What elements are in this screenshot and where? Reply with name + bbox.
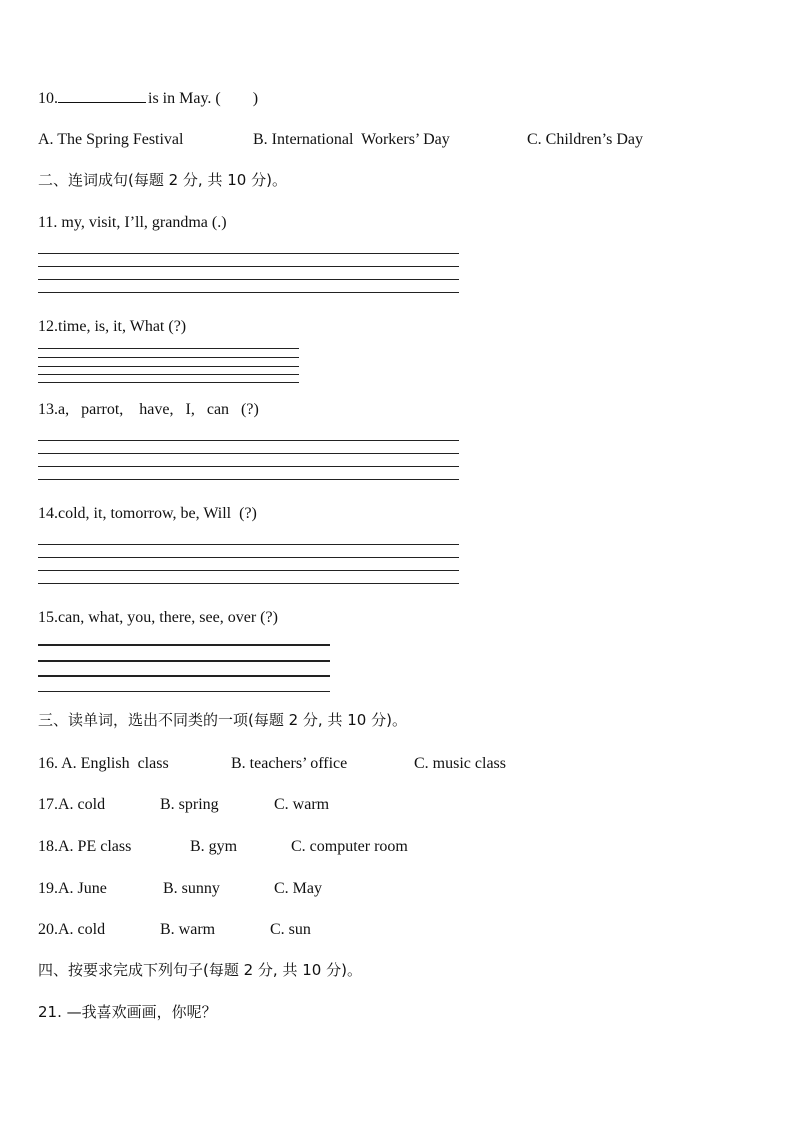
question-20-option-a: 20.A. cold: [38, 921, 106, 938]
question-16-option-b: B. teachers’ office: [231, 755, 348, 772]
writing-line[interactable]: [38, 366, 299, 367]
question-16-option-c: C. music class: [414, 755, 506, 772]
option-a: A. The Spring Festival: [38, 131, 184, 148]
writing-line[interactable]: [38, 374, 299, 375]
question-17-option-c: C. warm: [274, 796, 330, 813]
writing-line[interactable]: [38, 292, 459, 293]
question-19-option-b: B. sunny: [163, 880, 220, 897]
writing-line[interactable]: [38, 348, 299, 349]
writing-line[interactable]: [38, 382, 299, 383]
writing-line[interactable]: [38, 660, 330, 662]
writing-line[interactable]: [38, 570, 459, 571]
question-15: 15.can, what, you, there, see, over (?): [38, 609, 278, 626]
writing-line[interactable]: [38, 279, 459, 280]
writing-line[interactable]: [38, 544, 459, 545]
question-number: 10.: [38, 90, 58, 107]
option-c: C. Children’s Day: [527, 131, 643, 148]
writing-line[interactable]: [38, 479, 459, 480]
question-19-option-a: 19.A. June: [38, 880, 107, 897]
writing-line[interactable]: [38, 253, 459, 254]
writing-line[interactable]: [38, 466, 459, 467]
question-19-option-c: C. May: [274, 880, 322, 897]
question-10: [38, 88, 258, 109]
question-text: is in May. ( ): [148, 90, 259, 107]
section-heading: 三、读单词，选出不同类的一项(每题 2 分, 共 10 分)。: [38, 711, 407, 729]
question-14: 14.cold, it, tomorrow, be, Will (?): [38, 505, 257, 522]
question-20-option-c: C. sun: [270, 921, 311, 938]
question-18-option-a: 18.A. PE class: [38, 838, 132, 855]
option-b: B. International Workers’ Day: [253, 131, 450, 148]
writing-line[interactable]: [38, 357, 299, 358]
writing-line[interactable]: [38, 557, 459, 558]
question-18-option-b: B. gym: [190, 838, 238, 855]
section-heading: 二、连词成句(每题 2 分, 共 10 分)。: [38, 171, 287, 189]
question-20-option-b: B. warm: [160, 921, 216, 938]
writing-line[interactable]: [38, 440, 459, 441]
section-heading: 四、按要求完成下列句子(每题 2 分, 共 10 分)。: [38, 961, 362, 979]
question-18-option-c: C. computer room: [291, 838, 408, 855]
question-21: 21. —我喜欢画画，你呢？: [38, 1003, 217, 1021]
question-13: 13.a, parrot, have, I, can (?): [38, 401, 259, 418]
writing-line[interactable]: [38, 266, 459, 267]
writing-line[interactable]: [38, 583, 459, 584]
question-17-option-a: 17.A. cold: [38, 796, 106, 813]
writing-line[interactable]: [38, 453, 459, 454]
question-16-option-a: 16. A. English class: [38, 755, 169, 772]
answer-blank[interactable]: [58, 88, 146, 103]
writing-line[interactable]: [38, 675, 330, 677]
question-12: 12.time, is, it, What (?): [38, 318, 187, 335]
writing-line[interactable]: [38, 691, 330, 692]
question-17-option-b: B. spring: [160, 796, 219, 813]
question-11: 11. my, visit, I’ll, grandma (.): [38, 214, 227, 231]
writing-line[interactable]: [38, 644, 330, 646]
